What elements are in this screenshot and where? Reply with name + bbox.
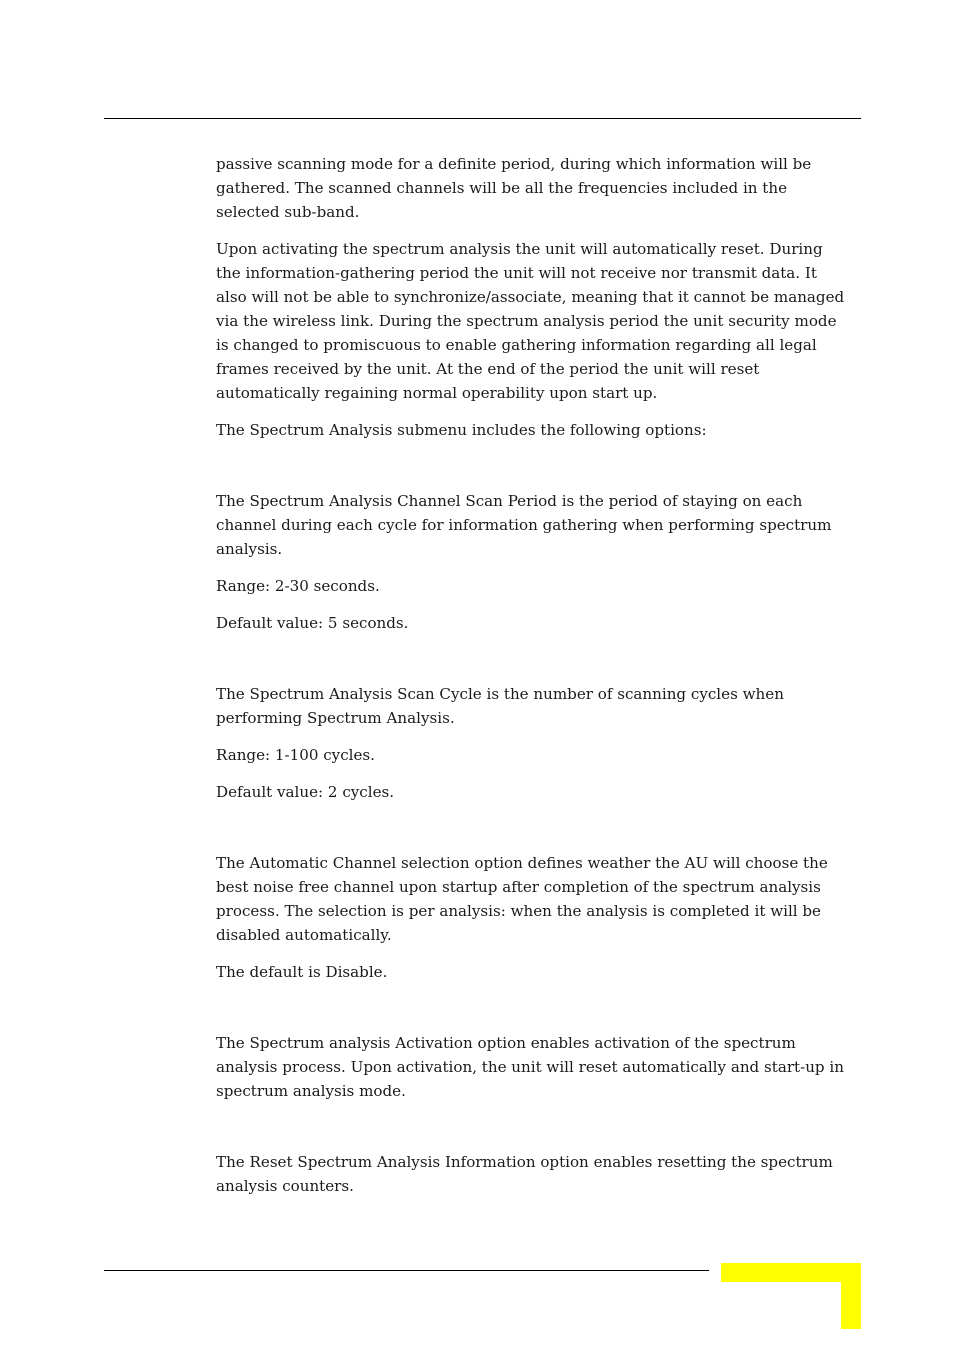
section-gap: [216, 817, 848, 851]
intro-paragraph-2: Upon activating the spectrum analysis the unit will automatically reset. During the information-gathering period the unit will not receive nor transmit data. It also will not be able to synchronize/associate, meaning that it cannot be managed via the wireless link. During the spectrum analysis period the unit security mode is changed to promiscuous to enable gathering information regarding all legal frames received by the unit. At the end of the period the unit will reset automatically regaining normal operability upon start up.: [216, 240, 845, 402]
automatic-channel-selection-description: The Automatic Channel selection option defines weather the AU will choose the best noise free channel upon startup after completion of the spectrum analysis process. The selection is per analysis: when the analysis is completed it will be disabled automatically.: [216, 854, 828, 944]
reset-info-description: The Reset Spectrum Analysis Information option enables resetting the spectrum analysis counters.: [216, 1153, 833, 1195]
section-gap: [216, 997, 848, 1031]
section-gap: [216, 455, 848, 489]
intro-paragraph-1: passive scanning mode for a definite period, during which information will be gathered. The scanned channels will be all the frequencies included in the selected sub-band.: [216, 155, 812, 221]
channel-scan-period-range: Range: 2-30 seconds.: [216, 577, 380, 595]
footer-rule: [104, 1270, 709, 1271]
activation-description: The Spectrum analysis Activation option enables activation of the spectrum analysis process. Upon activation, the unit will reset automatically and start-up in spectrum analysis mode.: [216, 1034, 844, 1100]
page-corner-marker: [721, 1263, 861, 1329]
corner-marker-vertical: [841, 1263, 861, 1329]
channel-scan-period-default: Default value: 5 seconds.: [216, 614, 409, 632]
corner-marker-horizontal: [721, 1263, 861, 1282]
intro-paragraph-3: The Spectrum Analysis submenu includes the following options:: [216, 421, 707, 439]
section-gap: [216, 1116, 848, 1150]
scan-cycle-description: The Spectrum Analysis Scan Cycle is the number of scanning cycles when performing Spectrum Analysis.: [216, 685, 784, 727]
scan-cycle-default: Default value: 2 cycles.: [216, 783, 395, 801]
section-gap: [216, 648, 848, 682]
header-rule: [104, 118, 861, 119]
channel-scan-period-description: The Spectrum Analysis Channel Scan Period is the period of staying on each channel during each cycle for information gathering when performing spectrum analysis.: [216, 492, 832, 558]
automatic-channel-selection-default: The default is Disable.: [216, 963, 388, 981]
scan-cycle-range: Range: 1-100 cycles.: [216, 746, 375, 764]
document-body: [216, 152, 848, 1211]
